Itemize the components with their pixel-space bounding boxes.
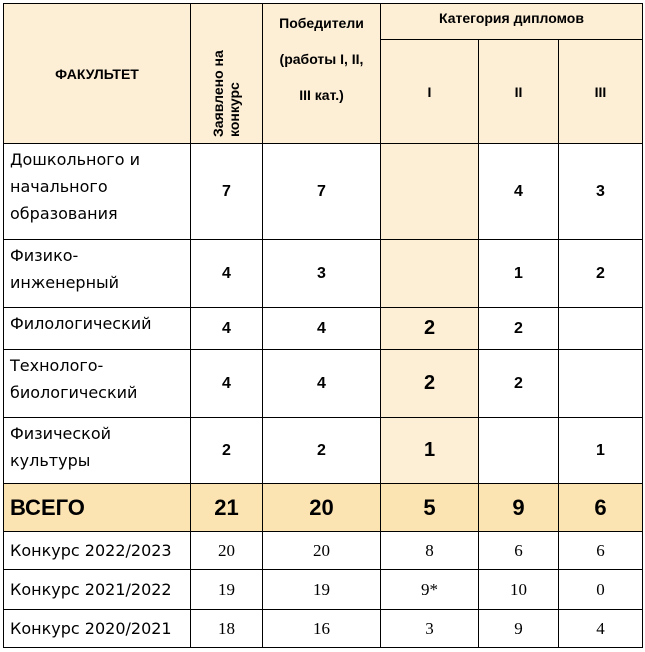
header-cat-2: II [479, 40, 559, 144]
applied-cell: 2 [191, 418, 263, 484]
previous-cat3: 0 [559, 570, 643, 610]
faculty-cell: Физической культуры [4, 418, 191, 484]
previous-winners: 19 [263, 570, 381, 610]
previous-applied: 20 [191, 532, 263, 570]
previous-cat1: 3 [381, 610, 479, 648]
cat3-cell: 3 [559, 144, 643, 240]
table-row [4, 144, 643, 240]
previous-winners: 20 [263, 532, 381, 570]
total-applied: 21 [191, 484, 263, 532]
table-row [4, 418, 643, 484]
previous-cat2: 6 [479, 532, 559, 570]
header-cat-3: III [559, 40, 643, 144]
header-winners-line2: (работы I, II, [279, 51, 364, 67]
header-applied [191, 4, 263, 144]
total-label: ВСЕГО [4, 484, 191, 532]
cat1-cell: 2 [381, 350, 479, 418]
previous-cat3: 4 [559, 610, 643, 648]
cat1-cell: 1 [381, 418, 479, 484]
total-cat1: 5 [381, 484, 479, 532]
previous-cat1: 9* [381, 570, 479, 610]
applied-cell: 7 [191, 144, 263, 240]
header-winners-line3: III кат.) [299, 87, 344, 103]
cat2-cell: 2 [479, 350, 559, 418]
total-cat3: 6 [559, 484, 643, 532]
total-row [4, 484, 643, 532]
previous-label: Конкурс 2021/2022 [4, 570, 191, 610]
header-faculty: ФАКУЛЬТЕТ [4, 4, 191, 144]
previous-label: Конкурс 2020/2021 [4, 610, 191, 648]
cat3-cell: 1 [559, 418, 643, 484]
cat3-cell [559, 350, 643, 418]
total-cat2: 9 [479, 484, 559, 532]
table-row [4, 240, 643, 308]
total-winners: 20 [263, 484, 381, 532]
cat2-cell: 1 [479, 240, 559, 308]
header-category: Категория дипломов [381, 4, 643, 40]
previous-applied: 18 [191, 610, 263, 648]
competition-results-table [3, 3, 643, 648]
applied-cell: 4 [191, 240, 263, 308]
winners-cell: 7 [263, 144, 381, 240]
header-winners-line1: Победители [279, 15, 364, 31]
cat2-cell: 2 [479, 308, 559, 350]
header-winners [263, 4, 381, 144]
cat2-cell [479, 418, 559, 484]
previous-row [4, 570, 643, 610]
faculty-cell: Физико-инженерный [4, 240, 191, 308]
table-row [4, 350, 643, 418]
previous-cat3: 6 [559, 532, 643, 570]
winners-cell: 3 [263, 240, 381, 308]
previous-row [4, 532, 643, 570]
faculty-cell: Технолого-биологический [4, 350, 191, 418]
faculty-cell: Филологический [4, 308, 191, 350]
applied-cell: 4 [191, 308, 263, 350]
faculty-cell: Дошкольного и начального образования [4, 144, 191, 240]
previous-row [4, 610, 643, 648]
table-row [4, 308, 643, 350]
previous-applied: 19 [191, 570, 263, 610]
header-cat-1: I [381, 40, 479, 144]
previous-cat2: 10 [479, 570, 559, 610]
previous-label: Конкурс 2022/2023 [4, 532, 191, 570]
winners-cell: 4 [263, 350, 381, 418]
previous-cat1: 8 [381, 532, 479, 570]
winners-cell: 4 [263, 308, 381, 350]
previous-winners: 16 [263, 610, 381, 648]
previous-cat2: 9 [479, 610, 559, 648]
cat2-cell: 4 [479, 144, 559, 240]
cat1-cell: 2 [381, 308, 479, 350]
winners-cell: 2 [263, 418, 381, 484]
cat1-cell [381, 144, 479, 240]
header-applied-text: Заявлено на конкурс [209, 50, 242, 137]
cat3-cell: 2 [559, 240, 643, 308]
cat3-cell [559, 308, 643, 350]
cat1-cell [381, 240, 479, 308]
applied-cell: 4 [191, 350, 263, 418]
